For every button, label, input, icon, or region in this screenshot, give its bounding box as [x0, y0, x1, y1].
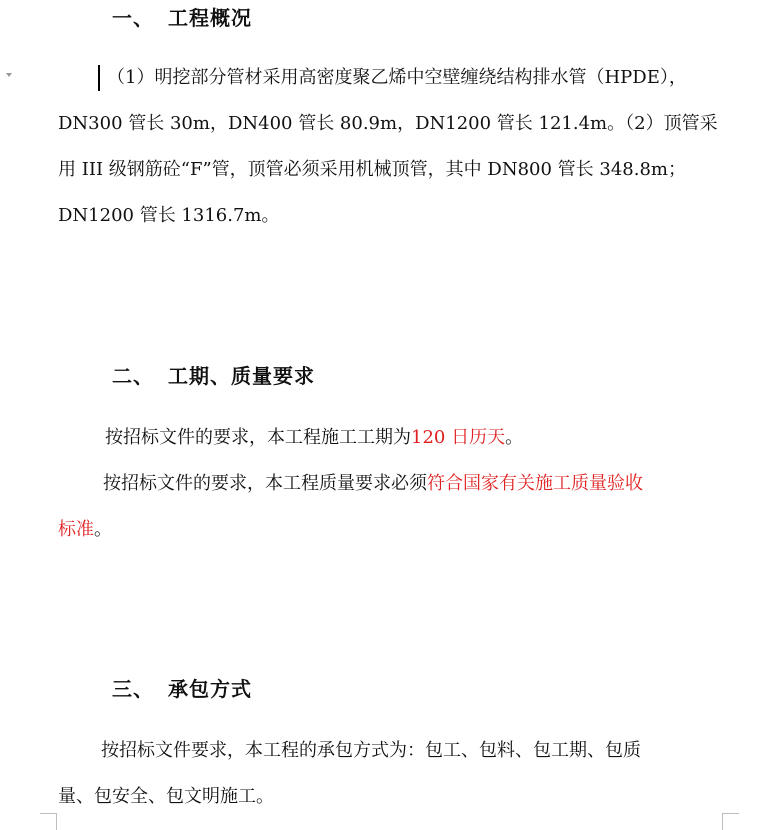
paragraph-line	[58, 461, 730, 507]
paragraph-line	[58, 507, 730, 553]
paragraph-line: DN1200 管长 1316.7m。	[58, 205, 280, 226]
paragraph-line: （1）明挖部分管材采用高密度聚乙烯中空壁缠绕结构排水管（HPDE），	[107, 67, 687, 88]
highlighted-text: 标准	[58, 519, 94, 540]
section-heading-overview	[112, 2, 252, 31]
text-run: 按招标文件的要求，本工程质量要求必须	[103, 473, 427, 494]
paragraph-schedule[interactable]	[58, 415, 730, 461]
paragraph-line: DN300 管长 30m，DN400 管长 80.9m，DN1200 管长 121.4m。（2）顶管采	[58, 113, 718, 134]
paragraph-line: 按招标文件要求，本工程的承包方式为：包工、包料、包工期、包质	[101, 740, 641, 761]
highlighted-text: 符合国家有关施工质量验收	[427, 473, 643, 494]
section-heading-schedule-quality	[112, 360, 315, 389]
paragraph-line: 量、包安全、包文明施工。	[58, 786, 274, 807]
section-title: 工期、质量要求	[168, 364, 315, 388]
page-corner-marker	[40, 813, 57, 830]
section-heading-contract	[112, 673, 252, 702]
paragraph-overview[interactable]	[58, 55, 730, 239]
section-title: 工程概况	[168, 6, 252, 30]
page-corner-marker	[722, 813, 739, 830]
chevron-down-icon[interactable]	[6, 73, 12, 77]
paragraph-line	[58, 415, 730, 461]
text-run: 。	[505, 427, 524, 448]
highlighted-text: 120 日历天	[411, 427, 506, 448]
section-number: 一、	[112, 6, 154, 30]
paragraph-quality[interactable]	[58, 461, 730, 553]
section-number: 二、	[112, 364, 154, 388]
text-run: 。	[94, 519, 112, 540]
paragraph-contract[interactable]	[58, 728, 730, 820]
section-number: 三、	[112, 677, 154, 701]
text-run: 按招标文件的要求，本工程施工工期为	[105, 427, 411, 448]
paragraph-line: 用 III 级钢筋砼“F”管，顶管必须采用机械顶管，其中 DN800 管长 348.8m；	[58, 159, 686, 180]
section-title: 承包方式	[168, 677, 252, 701]
